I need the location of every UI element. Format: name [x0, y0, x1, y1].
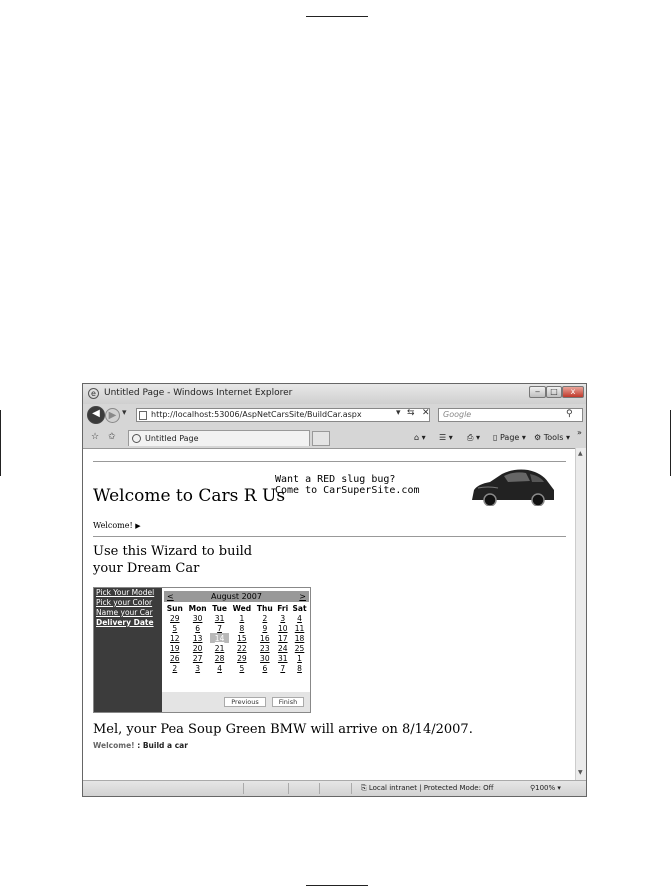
new-tab-button[interactable] [312, 431, 330, 446]
page-heading: Welcome to Cars R Us [93, 486, 286, 506]
status-separator [288, 783, 289, 794]
calendar-day-header: Thu [256, 603, 273, 613]
result-message: Mel, your Pea Soup Green BMW will arrive on 8/14/2007. [93, 722, 473, 737]
calendar-day-cell[interactable]: 21 [214, 643, 225, 653]
menu-arrow-icon: ▶ [135, 522, 141, 530]
top-rule [306, 16, 368, 17]
finish-button[interactable]: Finish [272, 697, 304, 707]
calendar-day-cell[interactable]: 6 [262, 663, 268, 673]
security-zone-text: Local intranet | Protected Mode: Off [368, 784, 494, 792]
zoom-icon: ⚲ [530, 784, 536, 792]
feeds-icon[interactable]: ☰ ▾ [439, 433, 453, 442]
calendar-day-cell[interactable]: 12 [170, 633, 180, 643]
calendar-next-link[interactable]: > [299, 592, 306, 601]
tab-label: Untitled Page [145, 434, 199, 443]
menu-item-welcome[interactable]: Welcome! [93, 521, 133, 530]
calendar-week-row [164, 653, 309, 663]
car-wizard [93, 587, 311, 713]
status-separator [351, 783, 352, 794]
calendar-day-cell[interactable]: 27 [192, 653, 203, 663]
calendar-day-cell[interactable]: 2 [262, 613, 268, 623]
wizard-step-delivery-date[interactable]: Delivery Date [96, 618, 154, 627]
breadcrumb-separator: : [137, 741, 141, 750]
calendar-week-row [164, 623, 309, 633]
calendar-month-label: August 2007 [211, 592, 262, 601]
status-separator [319, 783, 320, 794]
delivery-calendar [164, 591, 309, 673]
menu-divider [93, 536, 566, 537]
refresh-icon[interactable]: ⇆ [407, 408, 415, 418]
close-button[interactable]: x [562, 386, 584, 398]
back-button[interactable]: ◀ [87, 406, 105, 424]
intro-line-1: Use this Wizard to build [93, 544, 253, 559]
car-image [468, 466, 558, 506]
calendar-day-cell[interactable]: 15 [237, 633, 247, 643]
tab-ie-icon [132, 434, 141, 443]
calendar-day-cell[interactable]: 8 [239, 623, 245, 633]
calendar-day-cell[interactable]: 1 [297, 653, 302, 663]
page-menu-icon: ▯ [493, 433, 500, 442]
zoom-control[interactable]: ⚲100% ▾ [530, 784, 561, 792]
tools-gear-icon: ⚙ [534, 433, 544, 442]
calendar-day-cell[interactable]: 29 [237, 653, 247, 663]
calendar-day-cell[interactable]: 10 [277, 623, 288, 633]
calendar-day-cell[interactable]: 3 [280, 613, 286, 623]
address-url[interactable]: http://localhost:53006/AspNetCarsSite/BuildCar.aspx [151, 410, 362, 419]
calendar-week-row [164, 613, 309, 623]
tools-menu-label: Tools [543, 433, 564, 442]
tab-bar [83, 428, 586, 448]
calendar-prev-link[interactable]: < [167, 592, 174, 601]
calendar-day-cell[interactable]: 11 [294, 623, 305, 633]
calendar-day-header: Sat [292, 603, 307, 613]
calendar-day-cell[interactable]: 13 [192, 633, 203, 643]
calendar-day-cell[interactable]: 7 [280, 663, 286, 673]
intro-line-2: your Dream Car [93, 561, 200, 576]
title-bar [83, 384, 586, 404]
calendar-day-cell[interactable]: 4 [297, 613, 302, 623]
maximize-button[interactable]: □ [546, 386, 562, 398]
calendar-day-cell[interactable]: 1 [239, 613, 245, 623]
search-placeholder: Google [443, 410, 472, 419]
top-divider [93, 461, 566, 462]
intranet-icon: ⎘ [361, 784, 369, 792]
calendar-day-cell[interactable]: 14 [210, 633, 230, 643]
calendar-day-cell[interactable]: 22 [237, 643, 247, 653]
breadcrumb [93, 741, 188, 750]
navigation-bar [83, 404, 586, 428]
page-menu[interactable]: ▯ Page ▾ [493, 433, 526, 442]
scroll-up-icon[interactable]: ▲ [578, 450, 583, 457]
status-bar [83, 780, 586, 796]
calendar-day-cell[interactable]: 23 [260, 643, 270, 653]
calendar-week-row [164, 633, 309, 643]
calendar-day-cell[interactable]: 6 [195, 623, 201, 633]
search-icon[interactable]: ⚲ [566, 409, 573, 419]
calendar-day-header: Mon [188, 603, 207, 613]
wizard-step-name-your-car[interactable]: Name your Car [96, 608, 153, 617]
calendar-day-cell[interactable]: 29 [170, 613, 180, 623]
favorites-star-icon[interactable]: ☆ [91, 432, 100, 442]
page-content [83, 448, 575, 780]
add-favorites-icon[interactable]: ✩ [108, 432, 116, 442]
breadcrumb-current: Build a car [142, 741, 188, 750]
home-icon[interactable]: ⌂ ▾ [414, 433, 426, 442]
left-crop-mark [0, 410, 1, 476]
page-menu-label: Page [499, 433, 520, 442]
tab-untitled-page[interactable] [128, 430, 310, 446]
calendar-day-cell[interactable]: 26 [170, 653, 180, 663]
calendar-day-cell[interactable]: 30 [260, 653, 270, 663]
calendar-day-header: Wed [232, 603, 252, 613]
calendar-day-header-row [164, 603, 309, 613]
calendar-day-cell[interactable]: 28 [214, 653, 225, 663]
main-menu[interactable] [93, 521, 141, 530]
calendar-day-cell[interactable]: 31 [277, 653, 288, 663]
calendar-day-cell[interactable]: 30 [192, 613, 203, 623]
history-dropdown-icon[interactable]: ▾ [122, 408, 127, 418]
calendar-day-header: Fri [277, 603, 289, 613]
status-separator [243, 783, 244, 794]
tools-menu[interactable]: ⚙ Tools ▾ [534, 433, 570, 442]
zoom-level: 100% [535, 784, 556, 792]
calendar-day-header: Sun [166, 603, 183, 613]
minimize-button[interactable]: ‒ [529, 386, 546, 398]
security-zone[interactable] [361, 784, 494, 793]
calendar-day-cell[interactable]: 20 [192, 643, 203, 653]
wizard-step-pick-your-model[interactable]: Pick Your Model [96, 588, 155, 597]
wizard-step-pick-your-color[interactable]: Pick your Color [96, 598, 153, 607]
search-box[interactable] [438, 408, 583, 422]
wizard-footer [162, 692, 310, 712]
calendar-day-cell[interactable]: 18 [294, 633, 305, 643]
previous-button[interactable]: Previous [224, 697, 266, 707]
calendar-day-cell[interactable]: 24 [277, 643, 288, 653]
forward-button[interactable]: ▶ [105, 408, 120, 423]
breadcrumb-root-link[interactable]: Welcome! [93, 741, 135, 750]
calendar-day-cell[interactable]: 25 [294, 643, 305, 653]
calendar-day-cell[interactable]: 4 [217, 663, 222, 673]
bottom-rule [306, 885, 368, 886]
calendar-week-row [164, 663, 309, 673]
calendar-day-cell[interactable]: 9 [262, 623, 268, 633]
address-dropdown-icon[interactable]: ▾ [396, 408, 401, 418]
calendar-day-cell[interactable]: 5 [239, 663, 245, 673]
stop-icon[interactable]: ✕ [422, 408, 430, 418]
wizard-intro [93, 543, 252, 577]
chevron-more-icon[interactable]: » [577, 428, 582, 437]
browser-window [82, 383, 587, 797]
right-crop-mark [670, 410, 671, 476]
address-bar[interactable] [136, 408, 430, 422]
window-title: Untitled Page - Windows Internet Explorer [104, 388, 293, 398]
page-icon [139, 411, 147, 420]
calendar-day-cell[interactable]: 7 [217, 623, 222, 633]
calendar-day-cell[interactable]: 17 [277, 633, 288, 643]
vertical-scrollbar[interactable] [575, 448, 586, 780]
promo-line-1: Want a RED slug bug? [275, 474, 396, 485]
print-icon[interactable]: ⎙ ▾ [467, 433, 480, 442]
calendar-day-cell[interactable]: 5 [172, 623, 178, 633]
calendar-day-cell[interactable]: 8 [297, 663, 302, 673]
promo-banner[interactable] [275, 474, 420, 496]
scroll-down-icon[interactable]: ▼ [578, 769, 583, 776]
calendar-day-cell[interactable]: 16 [260, 633, 270, 643]
calendar-day-cell[interactable]: 2 [172, 663, 178, 673]
calendar-day-cell[interactable]: 31 [214, 613, 225, 623]
calendar-header [164, 591, 309, 602]
ie-logo-icon: e [88, 388, 99, 399]
calendar-week-row [164, 643, 309, 653]
calendar-day-cell[interactable]: 19 [170, 643, 180, 653]
promo-line-2: Come to CarSuperSite.com [275, 485, 420, 496]
calendar-grid [164, 603, 309, 673]
wizard-sidebar [94, 588, 162, 712]
calendar-day-header: Tue [212, 603, 227, 613]
calendar-day-cell[interactable]: 3 [195, 663, 201, 673]
